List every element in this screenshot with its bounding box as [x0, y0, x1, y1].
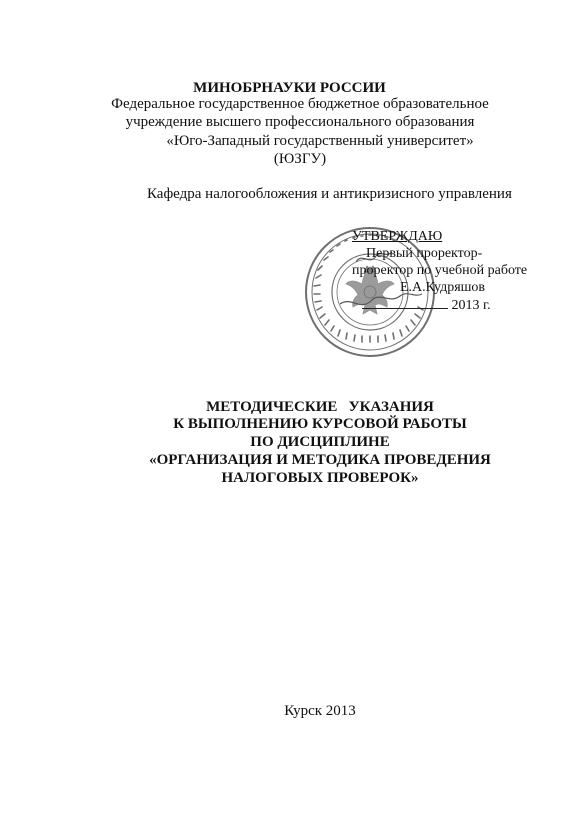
approver-position-line-1: Первый проректор-: [366, 246, 483, 261]
university-abbreviation: (ЮЗГУ): [273, 151, 327, 167]
city-and-year: Курск 2013: [284, 703, 356, 719]
approve-label: УТВЕРЖДАЮ: [352, 229, 443, 244]
approver-position-line-2: проректор по учебной работе: [352, 263, 528, 278]
title-line-4: «ОРГАНИЗАЦИЯ И МЕТОДИКА ПРОВЕДЕНИЯ: [149, 452, 491, 468]
approval-date: [352, 296, 527, 314]
approval-block: [352, 228, 527, 314]
title-line-1: МЕТОДИЧЕСКИЕ УКАЗАНИЯ: [206, 399, 434, 415]
title-line-2: К ВЫПОЛНЕНИЮ КУРСОВОЙ РАБОТЫ: [173, 416, 467, 432]
date-blank-line: [362, 296, 448, 309]
department-name: Кафедра налогообложения и антикризисного управления: [147, 186, 512, 202]
approver-name: Е.А.Кудряшов: [400, 280, 486, 295]
institution-line-1: Федеральное государственное бюджетное образовательное: [111, 96, 489, 112]
university-name: «Юго-Западный государственный университет»: [166, 133, 474, 149]
title-line-5: НАЛОГОВЫХ ПРОВЕРОК»: [221, 470, 419, 486]
title-line-3: ПО ДИСЦИПЛИНЕ: [250, 434, 390, 450]
institution-line-2: учреждение высшего профессионального образования: [125, 114, 475, 130]
approval-year: 2013 г.: [451, 298, 491, 313]
ministry-heading: МИНОБРНАУКИ РОССИИ: [193, 80, 386, 96]
